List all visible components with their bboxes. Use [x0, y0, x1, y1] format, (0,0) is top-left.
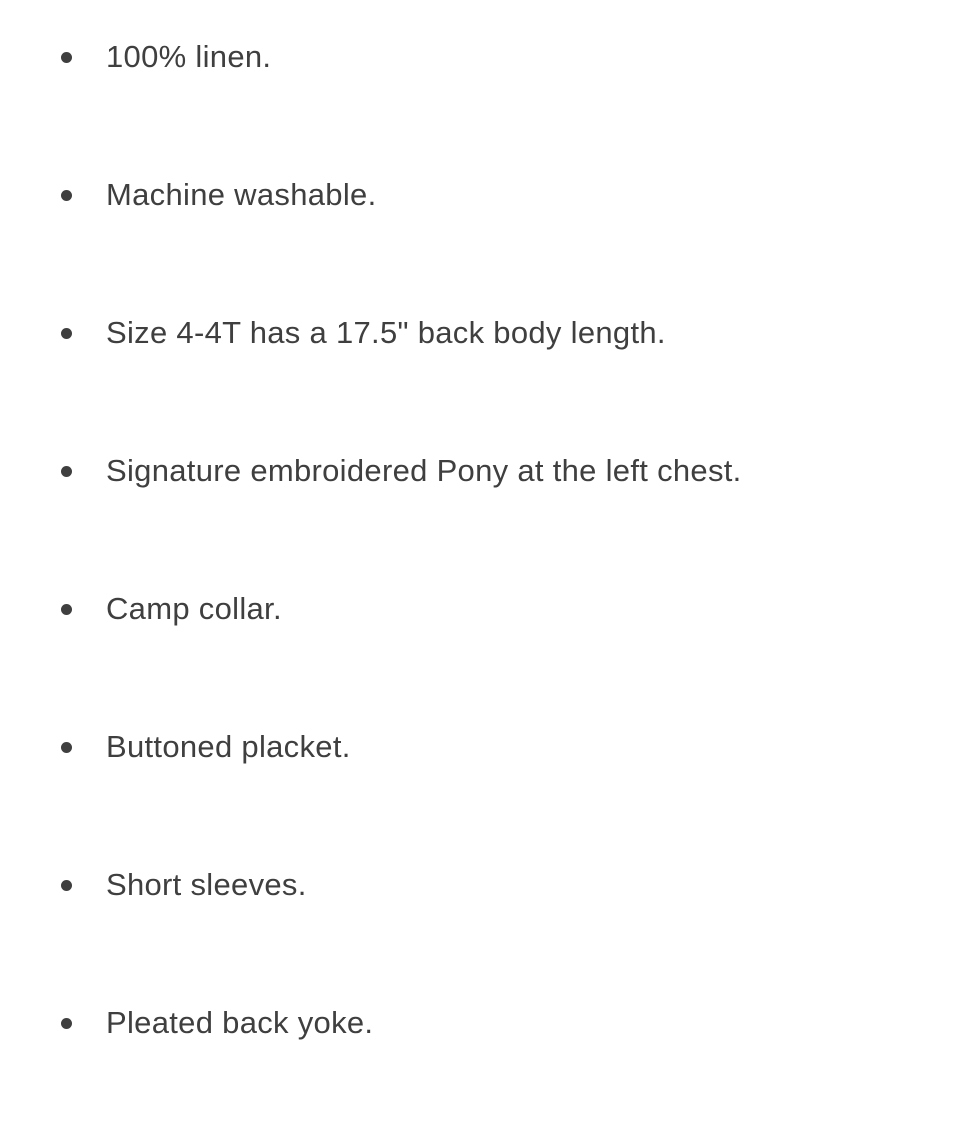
- list-item: [0, 175, 960, 215]
- bullet-icon: [61, 1018, 72, 1029]
- detail-text: Machine washable.: [106, 177, 377, 212]
- detail-text: Camp collar.: [106, 591, 282, 626]
- detail-text: Buttoned placket.: [106, 729, 351, 764]
- detail-text: 100% linen.: [106, 39, 272, 74]
- detail-text: Short sleeves.: [106, 867, 307, 902]
- list-item: [0, 1003, 960, 1043]
- list-item: [0, 37, 960, 77]
- list-item: [0, 727, 960, 767]
- list-item: [0, 313, 960, 353]
- detail-text: Signature embroidered Pony at the left chest.: [106, 453, 742, 488]
- bullet-icon: [61, 742, 72, 753]
- bullet-icon: [61, 604, 72, 615]
- list-item: [0, 589, 960, 629]
- bullet-icon: [61, 466, 72, 477]
- bullet-icon: [61, 328, 72, 339]
- list-item: [0, 451, 960, 491]
- bullet-icon: [61, 52, 72, 63]
- bullet-icon: [61, 880, 72, 891]
- detail-text: Size 4-4T has a 17.5" back body length.: [106, 315, 666, 350]
- detail-text: Pleated back yoke.: [106, 1005, 374, 1040]
- bullet-icon: [61, 190, 72, 201]
- list-item: [0, 865, 960, 905]
